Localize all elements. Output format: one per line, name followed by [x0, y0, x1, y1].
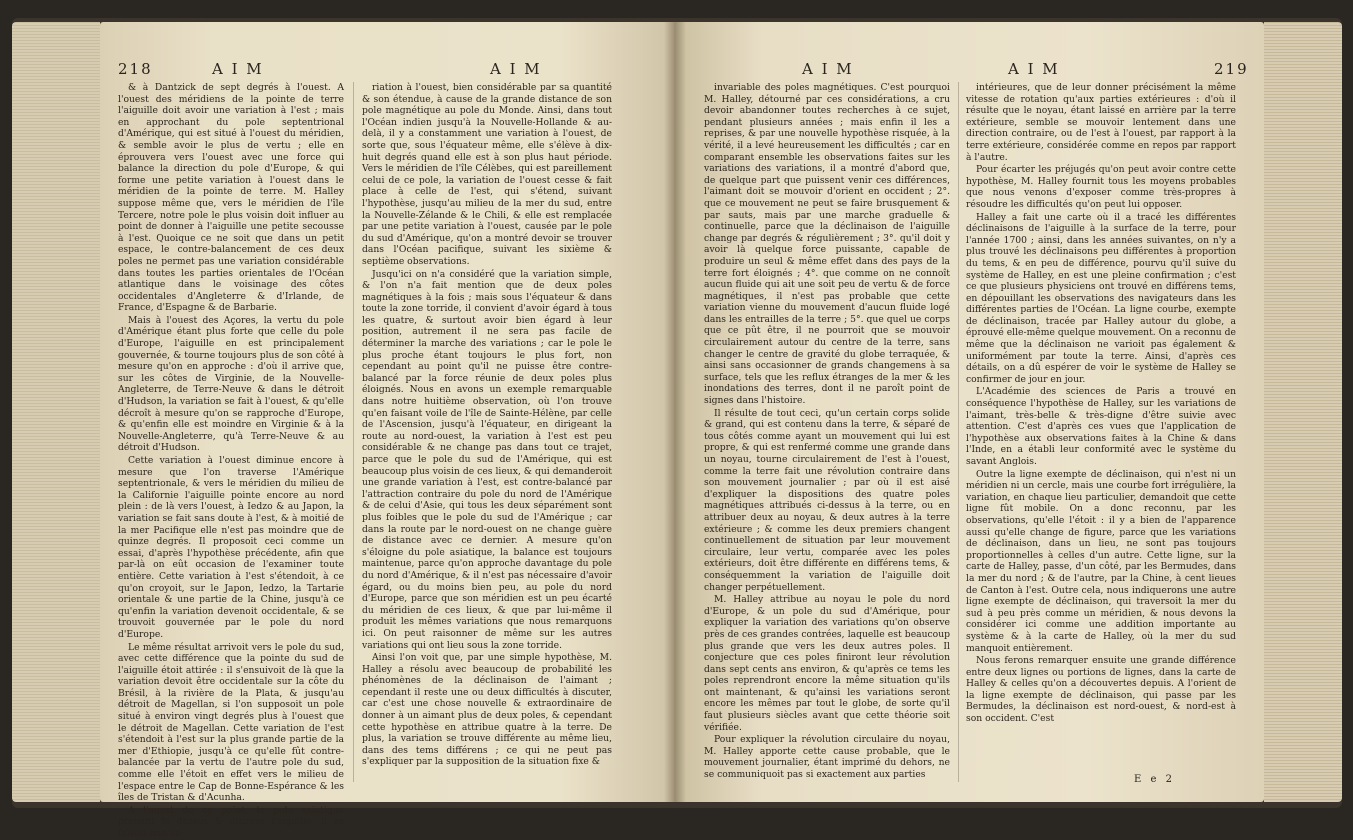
paragraph: & à Dantzick de sept degrés à l'ouest. A l'ouest des méridiens de la pointe de terre l'aiguille doit avoir une variation à l'est ; mais en approchant du pole septentrional d'Amérique, qui est situé à l'ouest du méridien, & semble avoir le plus de vertu ; elle en éprouvera vers l'ouest avec une force qui balance la direction du pole d'Europe, & qui forme une petite variation à l'ouest dans le méridien de la pointe de terre. M. Halley suppose même que, vers le méridien de l'île Tercere, notre pole le plus voisin doit influer au point de donner à l'aiguille une petite secousse à l'est. Quoique ce ne soit que dans un petit espace, le contre-balancement de ces deux poles ne permet pas une variation considérable dans toutes les parties orientales de l'Océan atlantique dans le voisinage des côtes occidentales d'Angleterre & d'Irlande, de France, d'Espagne & de Barbarie. — [118, 82, 344, 314]
text-column-2 — [362, 82, 612, 782]
paragraph: invariable des poles magnétiques. C'est pourquoi M. Halley, détourné par ces considérations, a cru devoir abandonner toutes recherches à ce sujet, pendant plusieurs années ; mais enfin il les a reprises, & par une nouvelle hypothèse risquée, à la vérité, il a levé heureusement les difficultés ; car en comparant ensemble les observations faites sur les variations des variations, il a montré d'abord que, de quelque part que puissent venir ces différences, l'aimant doit se mouvoir d'orient en occident ; 2°. que ce mouvement ne peut se faire brusquement & par sauts, mais par une marche graduelle & continuelle, parce que la déclinaison de l'aiguille change par degrés & régulièrement ; 3°. qu'il doit y avoir là quelque force puissante, capable de produire un seul & même effet dans des pays de la terre fort éloignés ; 4°. que comme on ne connoît aucun fluide qui ait une soit peu de vertu & de force magnétiques, il n'est pas probable que cette variation vienne du mouvement d'aucun fluide logé dans les entrailles de la terre ; 5°. que quel ue corps que ce pût être, il ne pourroit que se mouvoir circulairement autour du centre de la terre, sans changer le centre de gravité du globe terraquée, & ainsi sans occasionner de grands changemens à sa surface, tels que les reflux étranges de la mer & les inondations des terres, dont il ne paroît point de signes dans l'histoire. — [704, 82, 950, 407]
paragraph: Cette variation à l'ouest diminue encore à mesure que l'on traverse l'Amérique septentrionale, & vers le méridien du milieu de la Californie l'aiguille pointe encore au nord plein : de là vers l'ouest, à Iedzo & au Japon, la variation se fait sans doute à l'est, & à moitié de la mer Pacifique elle n'est pas moindre que de quinze degrés. Il proposoit ceci comme un essai, d'après l'hypothèse précédente, afin que par-là on eût occasion de l'examiner toute entière. Cette variation à l'est s'étendoit, à ce qu'on croyoit, sur le Japon, Iedzo, la Tartarie orientale & une partie de la Chine, jusqu'à ce qu'enfin la variation devenoit occidentale, & se trouvoit gouvernée par le pole du nord d'Europe. — [118, 455, 344, 640]
paragraph: Outre la ligne exempte de déclinaison, qui n'est ni un méridien ni un cercle, mais une courbe fort irrégulière, la variation, en chaque lieu particulier, demandoit que cette ligne fût mobile. On a donc reconnu, par les observations, qu'elle l'étoit : il y a bien de l'apparence aussi qu'elle change de figure, parce que les variations de déclinaison, dans un lieu, ne sont pas toujours proportionnelles à celles d'un autre. Cette ligne, sur la carte de Halley, passe, d'un côté, par les Bermudes, dans la mer du nord ; & de l'autre, par la Chine, à cent lieues de Canton à l'est. Outre cela, nous indiquerons une autre ligne exempte de déclinaison, qui traversoit la mer du sud à peu près comme un méridien, & nous devons la considérer ici comme une addition importante au système & à la carte de Halley, où la mer du sud manquoit entièrement. — [966, 468, 1236, 654]
page-number: 218 — [118, 60, 153, 78]
left-page — [100, 22, 674, 839]
paragraph: Ainsi l'on voit que, par une simple hypothèse, M. Halley a résolu avec beaucoup de probabilité les phénomènes de la déclinaison de l'aimant ; cependant il reste une ou deux difficultés à discuter, car c'est une chose nouvelle & extraordinaire de donner à un aimant plus de deux poles, & cependant cette hypothèse en attribue quatre à la terre. De plus, la variation se trouve différente au même lieu, dans des tems différens ; ce qui ne peut pas s'expliquer par la supposition de la situation fixe & — [362, 652, 612, 768]
paragraph: Mais à l'ouest des Açores, la vertu du pole d'Amérique étant plus forte que celle du pole d'Europe, l'aiguille en est principalement gouvernée, & tourne toujours plus de son côté à mesure qu'on en approche : d'où il arrive que, sur les côtes de Virginie, de la Nouvelle-Angleterre, de Terre-Neuve & dans le détroit d'Hudson, la variation se fait à l'ouest, & qu'elle décroît à mesure qu'on se rapproche d'Europe, & qu'enfin elle est moindre en Virginie & à la Nouvelle-Angleterre, qu'à Terre-Neuve & au détroit d'Hudson. — [118, 314, 344, 454]
paragraph: M. Halley attribue au noyau le pole du nord d'Europe, & un pole du sud d'Amérique, pour expliquer la variation des variations qu'on observe près de ces grandes contrées, laquelle est beaucoup plus grande que vers les deux autres poles. Il conjecture que ces poles finiront leur révolution dans sept cents ans environ, & qu'après ce tems les poles reprendront encore la même situation qu'ils ont maintenant, & qu'ainsi les variations seront encore les mêmes par tout le globe, de sorte qu'il faut plusieurs siècles avant que cette théorie soit vérifiée. — [704, 594, 950, 733]
paragraph: Nous ferons remarquer ensuite une grande différence entre deux lignes ou portions de lignes, dans la carte de Halley & celles qu'on a découvertes depuis. A l'orient de la ligne exempte de déclinaison, qui passe par les Bermudes, la déclinaison est nord-ouest, & nord-est à son occident. C'est — [966, 655, 1236, 725]
right-page-edges — [1264, 22, 1342, 802]
paragraph: riation à l'ouest, bien considérable par sa quantité & son étendue, à cause de la grande distance de son pole magnétique au pole du Monde. Ainsi, dans tout l'Océan indien jusqu'à la Nouvelle-Hollande & au-delà, il y a constamment une variation à l'ouest, de sorte que, sous l'équateur même, elle s'élève à dix-huit degrés quand elle est à son plus haut période. Vers le méridien de l'île Célèbes, qui est pareillement celui de ce pole, la variation de l'ouest cesse & fait place à celle de l'est, qui s'étend, suivant l'hypothèse, jusqu'au milieu de la mer du sud, entre la Nouvelle-Zélande & le Chili, & elle est remplacée par une petite variation à l'ouest, causée par le pole du sud d'Amérique, qu'on a montré devoir se trouver dans l'Océan pacifique, suivant les sixième & septième observations. — [362, 82, 612, 267]
right-page — [674, 22, 1264, 802]
column-rule — [958, 82, 959, 782]
signature-mark: E e 2 — [1134, 774, 1175, 785]
paragraph: Jusqu'ici on n'a considéré que la variation simple, & l'on n'a fait mention que de deux poles magnétiques à la fois ; mais sous l'équateur & dans toute la zone torride, il convient d'avoir égard à tous les quatre, & surtout avoir bien égard à leur position, autrement il ne sera pas facile de déterminer la marche des variations ; car le pole le plus proche étant toujours le plus fort, non cependant au point qu'il ne puisse être contre-balancé par la force réunie de deux poles plus éloignés. Nous en avons un exemple remarquable dans notre huitième observation, où l'on trouve qu'en faisant voile de l'île de Sainte-Hélène, par celle de l'Ascension, jusqu'à l'équateur, en dirigeant la route au nord-ouest, la variation à l'est est peu considérable & ne change pas dans tout ce trajet, parce que le pole du sud de l'Amérique, qui est beaucoup plus voisin de ces lieux, & qui demanderoit une grande variation à l'est, est contre-balancé par l'attraction contraire du pole du nord de l'Amérique & de celui d'Asie, qui tous les deux séparément sont plus foibles que le pole du sud de l'Amérique ; car dans la route par le nord-ouest on ne change guère de distance avec ce dernier. A mesure qu'on s'éloigne du pole asiatique, la balance est toujours maintenue, parce qu'on approche davantage du pole du nord d'Amérique, & il n'est pas nécessaire d'avoir égard, ou du moins bien peu, au pole du nord d'Europe, parce que son méridien est un peu écarté du méridien de ces lieux, & que par lui-même il produit les mêmes variations que nous remarquons ici. On peut raisonner de même sur les autres variations qui ont lieu sous la zone torride. — [362, 268, 612, 651]
book-spread — [12, 18, 1342, 839]
running-head: A I M — [490, 60, 542, 78]
paragraph: Halley a fait une carte où il a tracé les différentes déclinaisons de l'aiguille à la surface de la terre, pour l'année 1700 ; ainsi, dans les années suivantes, on n'y a plus trouvé les déclinaisons peu différentes à proportion du tems, & en peu de différence, pourvu qu'il suive du système de Halley, en est une pleine confirmation ; c'est ce que plusieurs physiciens ont trouvé en différens tems, en dépouillant les observations des navigateurs dans les différentes parties de l'Océan. La ligne courbe, exempte de déclinaison, tracée par Halley autour du globe, a éprouvé elle-même quelque mouvement. On a reconnu de même que la déclinaison ne varioit pas également & uniformément par toute la terre. Ainsi, d'après ces détails, on a dû espérer de voir le système de Halley se confirmer de jour en jour. — [966, 211, 1236, 385]
paragraph: L'Académie des sciences de Paris a trouvé en conséquence l'hypothèse de Halley, sur les variations de l'aimant, très-belle & très-digne d'être suivie avec attention. C'est d'après ces vues que l'application de l'hypothèse aux observations faites à la Chine & dans l'Inde, en a établi leur conformité avec le système du savant Anglois. — [966, 386, 1236, 467]
text-column-1 — [704, 82, 950, 782]
left-page-edges — [12, 22, 100, 802]
running-head: A I M — [212, 60, 264, 78]
running-head: A I M — [1008, 60, 1060, 78]
column-rule — [353, 82, 354, 782]
book-gutter — [664, 22, 686, 802]
paragraph: Pour écarter les préjugés qu'on peut avoir contre cette hypothèse, M. Halley fournit tous les moyens probables que nous venons d'exposer comme très-propres à résoudre les difficultés qu'on peut lui opposer. — [966, 164, 1236, 210]
paragraph: A l'ouest de ce point, le pole asiatique prenant le dessus & attirant l'aiguille, il se faisoit une va- — [118, 804, 344, 839]
paragraph: Il résulte de tout ceci, qu'un certain corps solide & grand, qui est contenu dans la terre, & séparé de tous côtés comme ayant un mouvement qui lui est propre, & qui est renfermé comme une grande dans un noyau, tourne circulairement de l'est à l'ouest, comme la terre fait une révolution contraire dans son mouvement journalier ; par où il est aisé d'expliquer la dispositions des quatre poles magnétiques attribués ci-dessus à la terre, ou en attribuer deux au noyau, & deux autres à la terre extérieure ; & comme les deux premiers changent continuellement de situation par leur mouvement circulaire, leur vertu, comparée avec les poles extérieurs, doit être différente en différens tems, & conséquemment la variation de l'aiguille doit changer perpétuellement. — [704, 407, 950, 593]
text-column-1 — [118, 82, 344, 839]
running-head: A I M — [802, 60, 854, 78]
paragraph: Le même résultat arrivoit vers le pole du sud, avec cette différence que la pointe du sud de l'aiguille étoit attirée : il s'ensuivoit de là que la variation devoit être occidentale sur la côte du Brésil, à la rivière de la Plata, & jusqu'au détroit de Magellan, si l'on supposoit un pole situé à environ vingt degrés plus à l'ouest que le détroit de Magellan. Cette variation de l'est s'étendoit à l'est sur la plus grande partie de la mer d'Ethiopie, jusqu'à ce qu'elle fût contre-balancée par la vertu de l'autre pole du sud, comme elle l'étoit en effet vers le milieu de l'espace entre le Cap de Bonne-Espérance & les îles de Tristan & d'Acunha. — [118, 641, 344, 804]
paragraph: intérieures, que de leur donner précisément la même vitesse de rotation qu'aux parties extérieures : d'où il résulte que le noyau, étant laissé en arrière par la terre extérieure, semble se mouvoir lentement dans une direction contraire, ou de l'est à l'ouest, par rapport à la terre extérieure, considérée comme en repos par rapport à l'autre. — [966, 82, 1236, 163]
paragraph: Pour expliquer la révolution circulaire du noyau, M. Halley apporte cette cause probable, que le mouvement journalier, étant imprimé du dehors, ne se communiquoit pas si exactement aux parties — [704, 734, 950, 781]
text-column-2 — [966, 82, 1236, 772]
page-number: 219 — [1214, 60, 1249, 78]
